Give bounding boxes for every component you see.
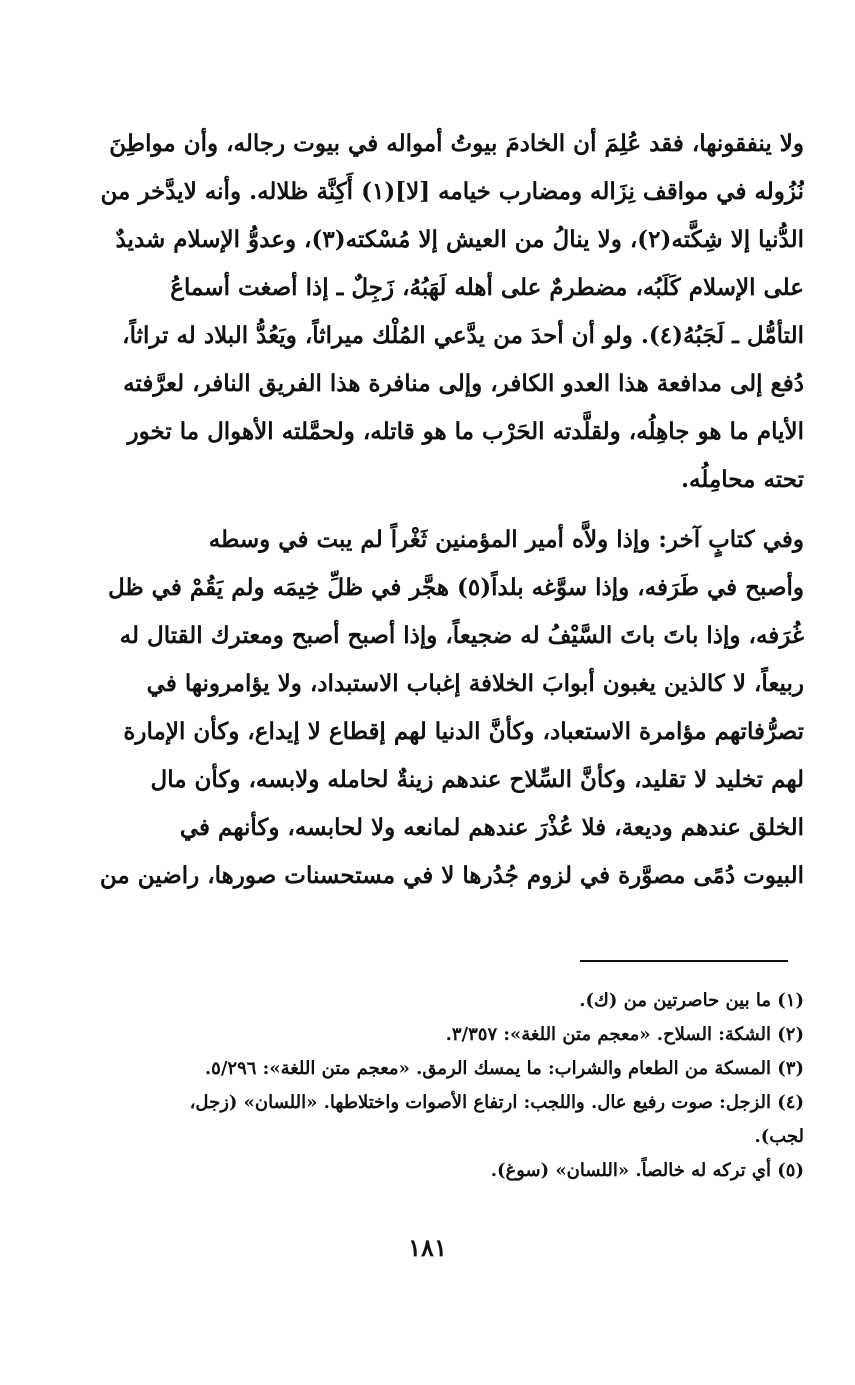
footnote-3: (٣) المسكة من الطعام والشراب: ما يمسك الرمق. «معجم متن اللغة»: ٥/٢٩٦. bbox=[204, 1058, 804, 1079]
paragraph-1 bbox=[92, 120, 804, 504]
page-number: ١٨١ bbox=[408, 1233, 447, 1262]
footnote-4: (٤) الزجل: صوت رفيع عال. واللجب: ارتفاع الأصوات واختلاطها. «اللسان» (زجل، bbox=[189, 1092, 804, 1113]
footnote-2: (٢) الشكة: السلاح. «معجم متن اللغة»: ٣/٣٥٧. bbox=[445, 1024, 804, 1045]
text-line: ولا ينفقونها، فقد عُلِمَ أن الخادمَ بيوتُ أمواله في بيوت رجاله، وأن مواطِنَ bbox=[109, 130, 804, 157]
text-line: الخلق عندهم وديعة، فلا عُذْرَ عندهم لمانعه ولا لحابسه، وكأنهم في bbox=[179, 814, 804, 841]
text-line: تصرُّفاتهم مؤامرة الاستعباد، وكأنَّ الدنيا لهم إقطاع لا إيداع، وكأن الإمارة bbox=[123, 718, 804, 745]
text-line: الأيام ما هو جاهِلُه، ولقلَّدته الحَرْب ما هو قاتله، ولحمَّلته الأهوال ما تخور bbox=[127, 418, 804, 445]
text-line: تحته محامِلُه. bbox=[681, 466, 804, 493]
footnote-1: (١) ما بين حاصرتين من (ك). bbox=[579, 990, 804, 1011]
footnote-divider bbox=[580, 960, 788, 962]
text-line: وأصبح في طَرَفه، وإذا سوَّغه بلداً(٥) هجَّر في ظلِّ خِيمَه ولم يَقُمْ في ظل bbox=[107, 574, 804, 601]
footnote-5: (٥) أي تركه له خالصاً. «اللسان» (سوغ). bbox=[490, 1160, 804, 1181]
text-line: وفي كتابٍ آخر: وإذا ولاَّه أمير المؤمنين ثَغْراً لم يبت في وسطه bbox=[208, 526, 804, 553]
footnotes bbox=[92, 984, 804, 1188]
text-line: البيوت دُمًى مصوَّرة في لزوم جُدُرها لا في مستحسنات صورها، راضين من bbox=[99, 862, 804, 889]
text-line: لهم تخليد لا تقليد، وكأنَّ السِّلاح عندهم زينةٌ لحامله ولابسه، وكأن مال bbox=[150, 766, 804, 793]
footnote-4-continued: لجب). bbox=[754, 1126, 804, 1147]
text-line: الدُّنيا إلا شِكَّته(٢)، ولا ينالُ من العيش إلا مُسْكته(٣)، وعدوُّ الإسلام شديدٌ bbox=[115, 226, 804, 253]
text-line: غُرَفه، وإذا باتَ باتَ السَّيْفُ له ضجيعاً، وإذا أصبح أصبح ومعترك القتال له bbox=[119, 622, 804, 649]
text-line: دُفع إلى مدافعة هذا العدو الكافر، وإلى منافرة هذا الفريق النافر، لعرَّفته bbox=[123, 370, 804, 397]
text-line: نُزُوله في مواقف نِزَاله ومضارب خيامه [لا](١) أَكِنَّة ظلاله. وأنه لايدَّخر من bbox=[100, 178, 804, 205]
text-line: ربيعاً، لا كالذين يغبون أبوابَ الخلافة إغباب الاستبداد، ولا يؤامرونها في bbox=[146, 670, 804, 697]
text-line: التأمُّل ـ لَجَبُهُ(٤). ولو أن أحدَ من يدَّعي المُلْك ميراثاً، ويَعُدُّ البلاد له تراثاً، bbox=[122, 322, 804, 349]
paragraph-2 bbox=[92, 516, 804, 900]
text-line: على الإسلام كَلَبُه، مضطرمٌ على أهله لَهَبُهُ، زَجِلٌ ـ إذا أصغت أسماعُ bbox=[170, 274, 804, 301]
